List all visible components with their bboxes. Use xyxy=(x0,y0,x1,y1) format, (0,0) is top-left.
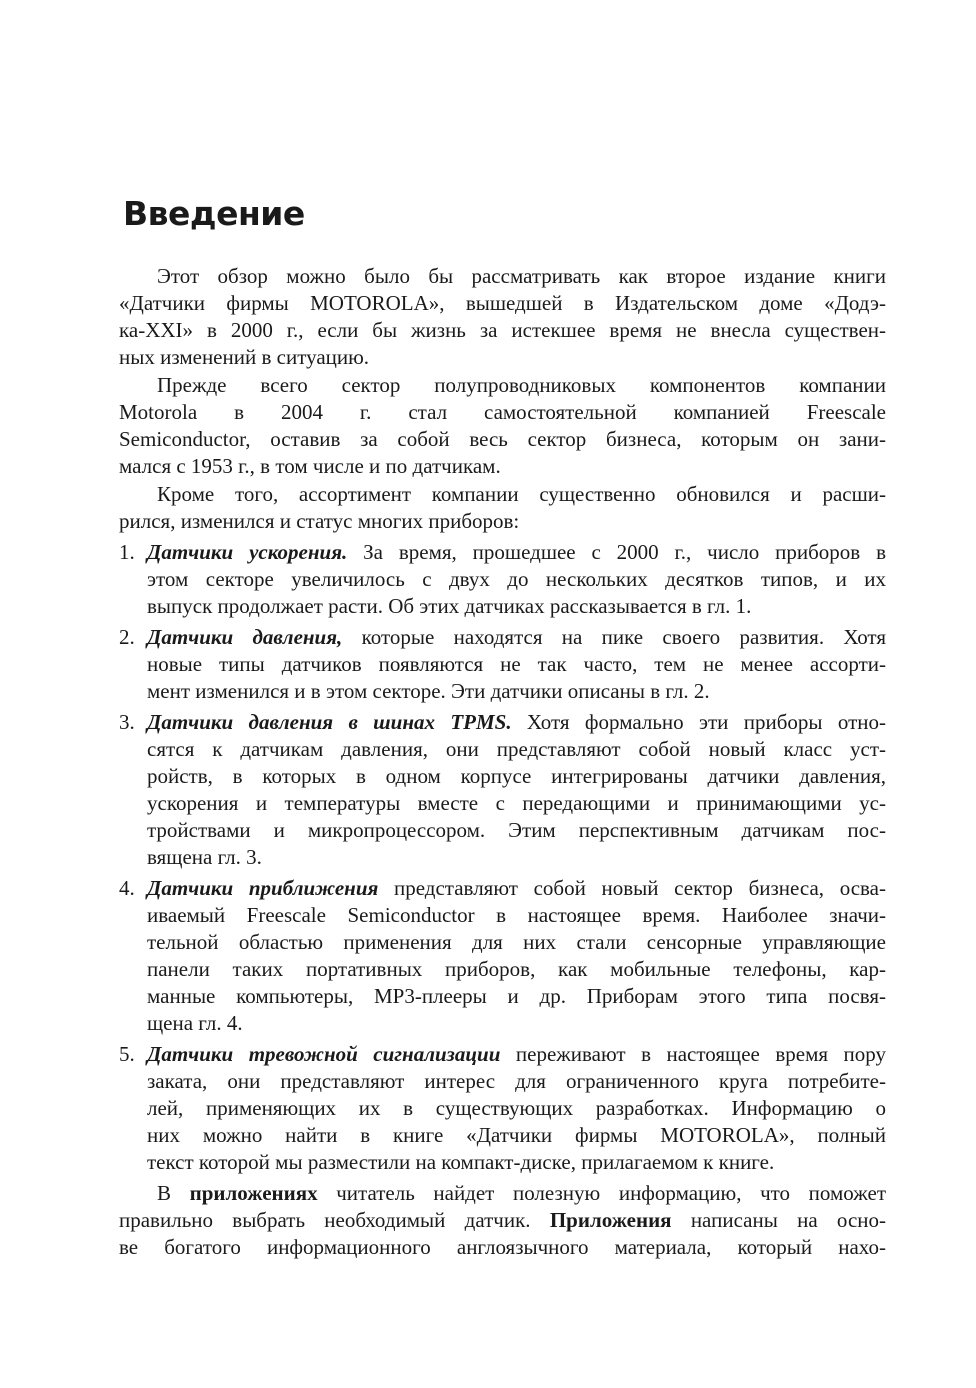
text-line xyxy=(147,678,886,705)
emphasis-term: Датчики тревожной сигнализации xyxy=(147,1042,501,1066)
list-number: 2. xyxy=(119,625,135,649)
text-span: Semiconductor, оставив за собой весь сектор бизнеса, которым он зани- xyxy=(119,427,886,451)
bold-term: Приложения xyxy=(549,1208,672,1232)
text-line xyxy=(147,902,886,929)
text-span: тельной областью применения для них стали сенсорные управляющие xyxy=(147,930,886,954)
text-span: этом секторе увеличилось с двух до нескольких десятков типов, и их xyxy=(147,567,886,591)
text-span: ка-XXI» в 2000 г., если бы жизнь за истекшее время не внесла существен- xyxy=(119,318,886,342)
text-span: ве богатого информационного англоязычного материала, который нахо- xyxy=(119,1235,886,1259)
page-title: Введение xyxy=(123,194,305,233)
text-span: панели таких портативных приборов, как мобильные телефоны, кар- xyxy=(147,957,886,981)
text-line xyxy=(147,983,886,1010)
text-span: ройств, в которых в одном корпусе интегрированы датчики давления, xyxy=(147,764,886,788)
text-span: За время, прошедшее с 2000 г., число приборов в xyxy=(347,540,886,564)
list-item xyxy=(119,1041,886,1176)
text-span: представляют собой новый сектор бизнеса, осва- xyxy=(378,876,886,900)
text-span: лей, применяющих их в существующих разработках. Информацию о xyxy=(147,1096,886,1120)
text-span: мент изменился и в этом секторе. Эти датчики описаны в гл. 2. xyxy=(147,679,710,703)
text-line xyxy=(147,1068,886,1095)
text-line xyxy=(119,426,886,453)
text-span: Этот обзор можно было бы рассматривать как второе издание книги xyxy=(157,264,886,288)
emphasis-term: Датчики приближения xyxy=(147,876,379,900)
text-line xyxy=(147,593,886,620)
paragraph xyxy=(119,263,886,371)
text-line xyxy=(119,317,886,344)
text-line xyxy=(119,1234,886,1261)
text-line xyxy=(147,956,886,983)
list-number: 3. xyxy=(119,710,135,734)
text-span: заката, они представляют интерес для ограниченного круга потребите- xyxy=(147,1069,886,1093)
text-line xyxy=(147,1095,886,1122)
bold-term: приложениях xyxy=(189,1181,318,1205)
text-line xyxy=(147,844,886,871)
text-line xyxy=(147,736,886,763)
text-span: Motorola в 2004 г. стал самостоятельной компанией Freescale xyxy=(119,400,886,424)
text-line xyxy=(147,539,886,566)
text-line xyxy=(147,1149,886,1176)
text-span: иваемый Freescale Semiconductor в настоящее время. Наиболее значи- xyxy=(147,903,886,927)
text-span: Хотя формально эти приборы отно- xyxy=(511,710,886,734)
text-span: правильно выбрать необходимый датчик. xyxy=(119,1208,550,1232)
text-line xyxy=(147,709,886,736)
text-line xyxy=(147,875,886,902)
text-span: ных изменений в ситуацию. xyxy=(119,345,370,369)
paragraph xyxy=(119,1180,886,1261)
text-span: рился, изменился и статус многих приборов: xyxy=(119,509,520,533)
text-line xyxy=(119,263,886,290)
text-span: Прежде всего сектор полупроводниковых компонентов компании xyxy=(157,373,886,397)
text-span: мался с 1953 г., в том числе и по датчикам. xyxy=(119,454,501,478)
text-span: вящена гл. 3. xyxy=(147,845,262,869)
text-span: них можно найти в книге «Датчики фирмы MOTOROLA», полный xyxy=(147,1123,886,1147)
list-item xyxy=(119,709,886,871)
text-line xyxy=(119,1180,886,1207)
text-line xyxy=(147,624,886,651)
text-line xyxy=(147,929,886,956)
list-number: 4. xyxy=(119,876,135,900)
paragraph xyxy=(119,481,886,535)
text-line xyxy=(147,651,886,678)
text-span: манные компьютеры, MP3-плееры и др. Приборам этого типа посвя- xyxy=(147,984,886,1008)
document-body xyxy=(119,262,886,1261)
list-item xyxy=(119,875,886,1037)
list-number: 1. xyxy=(119,540,135,564)
text-line xyxy=(147,1122,886,1149)
text-span: выпуск продолжает расти. Об этих датчиках рассказывается в гл. 1. xyxy=(147,594,752,618)
text-span: новые типы датчиков появляются не так часто, тем не менее ассорти- xyxy=(147,652,886,676)
paragraph xyxy=(119,372,886,480)
emphasis-term: Датчики давления в шинах TPMS. xyxy=(147,710,512,734)
text-span: В xyxy=(157,1181,190,1205)
text-line xyxy=(119,481,886,508)
list-number: 5. xyxy=(119,1042,135,1066)
text-span: читатель найдет полезную информацию, что поможет xyxy=(317,1181,886,1205)
emphasis-term: Датчики ускорения. xyxy=(147,540,348,564)
text-span: сятся к датчикам давления, они представляют собой новый класс уст- xyxy=(147,737,886,761)
text-line xyxy=(147,817,886,844)
text-span: ускорения и температуры вместе с передающими и принимающими ус- xyxy=(147,791,886,815)
text-line xyxy=(119,344,886,371)
text-line xyxy=(147,763,886,790)
list-item xyxy=(119,624,886,705)
text-line xyxy=(119,1207,886,1234)
text-span: которые находятся на пике своего развития. Хотя xyxy=(342,625,886,649)
emphasis-term: Датчики давления, xyxy=(147,625,343,649)
text-span: щена гл. 4. xyxy=(147,1011,243,1035)
text-line xyxy=(147,790,886,817)
text-span: тройствами и микропроцессором. Этим перспективным датчикам пос- xyxy=(147,818,886,842)
text-line xyxy=(147,1010,886,1037)
list-item xyxy=(119,539,886,620)
text-line xyxy=(119,508,886,535)
text-span: «Датчики фирмы MOTOROLA», вышедшей в Издательском доме «Додэ- xyxy=(119,291,886,315)
text-span: текст которой мы разместили на компакт-диске, прилагаемом к книге. xyxy=(147,1150,775,1174)
text-line xyxy=(119,453,886,480)
text-line xyxy=(147,1041,886,1068)
text-span: переживают в настоящее время пору xyxy=(500,1042,887,1066)
text-line xyxy=(119,372,886,399)
text-line xyxy=(147,566,886,593)
text-span: написаны на осно- xyxy=(671,1208,886,1232)
text-span: Кроме того, ассортимент компании существенно обновился и расши- xyxy=(157,482,886,506)
text-line xyxy=(119,290,886,317)
text-line xyxy=(119,399,886,426)
